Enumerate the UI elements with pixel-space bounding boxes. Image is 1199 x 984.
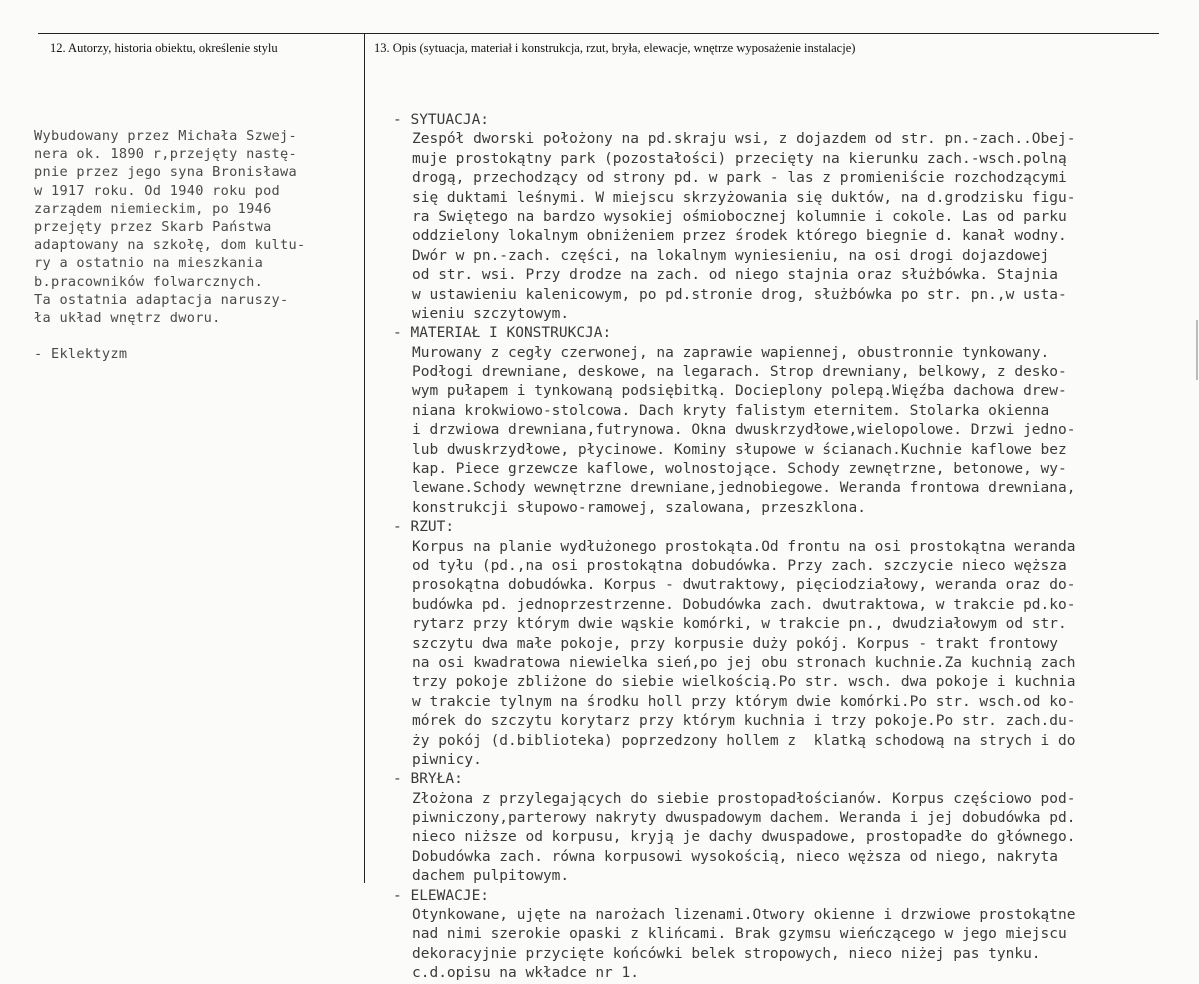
top-rule bbox=[38, 33, 1159, 34]
history-line: ry a ostatnio na mieszkania bbox=[34, 255, 264, 272]
description-line: dachem pulpitowym. bbox=[412, 868, 570, 885]
description-line: wym pułapem i tynkowaną podsiębitką. Docieplony polepą.Więźba dachowa drew- bbox=[412, 383, 1067, 400]
description-line: Zespół dworski położony na pd.skraju wsi, z dojazdem od str. pn.-zach..Obej- bbox=[412, 131, 1076, 148]
description-line: konstrukcji słupowo-ramowej, szalowana, przeszklona. bbox=[412, 499, 866, 516]
description-line: Dobudówka zach. równa korpusowi wysokością, nieco węższa od niego, nakryta bbox=[412, 848, 1059, 865]
description-line: Podłogi drewniane, deskowe, na legarach. Strop drewniany, belkowy, z desko- bbox=[412, 364, 1067, 381]
section-heading: - BRYŁA: bbox=[393, 771, 463, 788]
section-12-heading: 12. Autorzy, historia obiektu, określenie stylu bbox=[50, 41, 278, 55]
history-line: zarządem niemieckim, po 1946 bbox=[34, 200, 272, 217]
description-line: lub dwuskrzydłowe, płycinowe. Kominy słupowe w ścianach.Kuchnie kaflowe bez bbox=[412, 441, 1067, 458]
section-heading: - RZUT: bbox=[393, 519, 455, 536]
description-line: prosokątna dobudówka. Korpus - dwutraktowy, pięciodziałowy, weranda oraz do- bbox=[412, 577, 1076, 594]
spacer bbox=[34, 327, 364, 345]
history-line: w 1917 roku. Od 1940 roku pod bbox=[34, 182, 281, 199]
history-line: Wybudowany przez Michała Szwej- bbox=[34, 128, 298, 144]
description-line: drogą, przechodzący od strony pd. w park - las z promieniście rozchodzącymi bbox=[412, 170, 1067, 187]
description-line: mórek do szczytu korytarz przy którym kuchnia i trzy pokoje.Po str. zach.du- bbox=[412, 713, 1076, 730]
description-line: się duktami leśnymi. W miejscu skrzyżowania się duktów, na d.grodzisku figu- bbox=[412, 189, 1076, 206]
description-line: od tyłu (pd.,na osi prostokątna dobudówka. Przy zach. szczycie nieco węższa bbox=[412, 557, 1067, 574]
history-line: adaptowany na szkołę, dom kultu- bbox=[34, 237, 306, 254]
description-line: muje prostokątny park (pozostałości) przecięty na kierunku zach.-wsch.polną bbox=[412, 150, 1067, 167]
history-line: b.pracowników folwarcznych. bbox=[34, 273, 264, 290]
description-line: trzy pokoje zbliżone do siebie wielkością.Po str. wsch. dwa pokoje i kuchnia bbox=[412, 674, 1076, 691]
description-line: na osi kwadratowa niewielka sień,po jej obu stronach kuchnie.Za kuchnią zach bbox=[412, 654, 1076, 671]
description-line: nad nimi szerokie opaski z klińcami. Brak gzymsu wieńczącego w jego miejscu bbox=[412, 926, 1067, 943]
description-line: piwnicy. bbox=[412, 751, 482, 768]
section-13-heading: 13. Opis (sytuacja, materiał i konstrukcja, rzut, bryła, elewacje, wnętrze wyposażenie instalacje) bbox=[374, 41, 856, 55]
style-line: - Eklektyzm bbox=[34, 346, 128, 363]
description-line: piwniczony,parterowy nakryty dwuspadowym dachem. Weranda i jej dobudówka pd. bbox=[412, 810, 1076, 827]
description-line: wieniu szczytowym. bbox=[412, 305, 570, 322]
description-line: kap. Piece grzewcze kaflowe, wolnostojące. Schody zewnętrzne, betonowe, wy- bbox=[412, 461, 1067, 478]
description-line: nieco niższe od korpusu, kryją je dachy dwuspadowe, prostopadłe do głównego. bbox=[412, 829, 1076, 846]
history-line: pnie przez jego syna Bronisława bbox=[34, 164, 298, 181]
description-line: dekoracyjnie przycięte końcówki belek stropowych, nieco niżej pas tynku. bbox=[412, 945, 1041, 962]
description-line: ra Swiętego na bardzo wysokiej ośmiobocznej kolumnie i cokole. Las od parku bbox=[412, 208, 1067, 225]
description-line: rytarz przy którym dwie wąskie komórki, w trakcie pn., dwudziałowym od str. bbox=[412, 616, 1067, 633]
description-line: oddzielony lokalnym obniżeniem przez środek którego biegnie d. kanał wodny. bbox=[412, 228, 1067, 245]
description-line: niana krokwiowo-stolcowa. Dach kryty falistym eternitem. Stolarka okienna bbox=[412, 402, 1050, 419]
history-line: przejęty przez Skarb Państwa bbox=[34, 218, 272, 235]
description-line: szczytu dwa małe pokoje, przy korpusie duży pokój. Korpus - trakt frontowy bbox=[412, 635, 1059, 652]
description-line: c.d.opisu na wkładce nr 1. bbox=[412, 965, 639, 982]
description-line: Dwór w pn.-zach. części, na lokalnym wyniesieniu, na osi drogi dojazdowej bbox=[412, 247, 1050, 264]
column-divider bbox=[364, 33, 365, 883]
description-line: Otynkowane, ujęte na narożach lizenami.Otwory okienne i drzwiowe prostokątne bbox=[412, 907, 1076, 924]
section-heading: - SYTUACJA: bbox=[393, 112, 490, 128]
section-heading: - ELEWACJE: bbox=[393, 887, 490, 904]
history-line: nera ok. 1890 r,przejęty nastę- bbox=[34, 146, 298, 163]
description-line: Murowany z cegły czerwonej, na zaprawie wapiennej, obustronnie tynkowany. bbox=[412, 344, 1050, 361]
section-heading: - MATERIAŁ I KONSTRUKCJA: bbox=[393, 325, 612, 342]
description-line: budówka pd. jednoprzestrzenne. Dobudówka zach. dwutraktowa, w trakcie pd.ko- bbox=[412, 596, 1076, 613]
description-line: i drzwiowa drewniana,futrynowa. Okna dwuskrzydłowe,wielopolowe. Drzwi jedno- bbox=[412, 422, 1076, 439]
history-line: Ta ostatnia adaptacja naruszy- bbox=[34, 291, 289, 308]
description-line: w trakcie tylnym na środku holl przy którym dwie komórki.Po str. wsch.od ko- bbox=[412, 693, 1076, 710]
description-line: Korpus na planie wydłużonego prostokąta.Od frontu na osi prostokątna weranda bbox=[412, 538, 1076, 555]
description-line: lewane.Schody wewnętrzne drewniane,jednobiegowe. Weranda frontowa drewniana, bbox=[412, 480, 1076, 497]
description-line: ży pokój (d.biblioteka) poprzedzony hollem z klatką schodową na strych i do bbox=[412, 732, 1076, 749]
history-line: ła układ wnętrz dworu. bbox=[34, 309, 221, 326]
description-line: w ustawieniu kalenicowym, po pd.stronie drog, służbówka po str. pn.,w usta- bbox=[412, 286, 1067, 303]
description-line: od str. wsi. Przy drodze na zach. od niego stajnia oraz służbówka. Stajnia bbox=[412, 267, 1059, 284]
description-text-block bbox=[393, 111, 1197, 984]
description-line: Złożona z przylegających do siebie prostopadłościanów. Korpus częściowo pod- bbox=[412, 790, 1076, 807]
history-text-block bbox=[34, 127, 364, 363]
